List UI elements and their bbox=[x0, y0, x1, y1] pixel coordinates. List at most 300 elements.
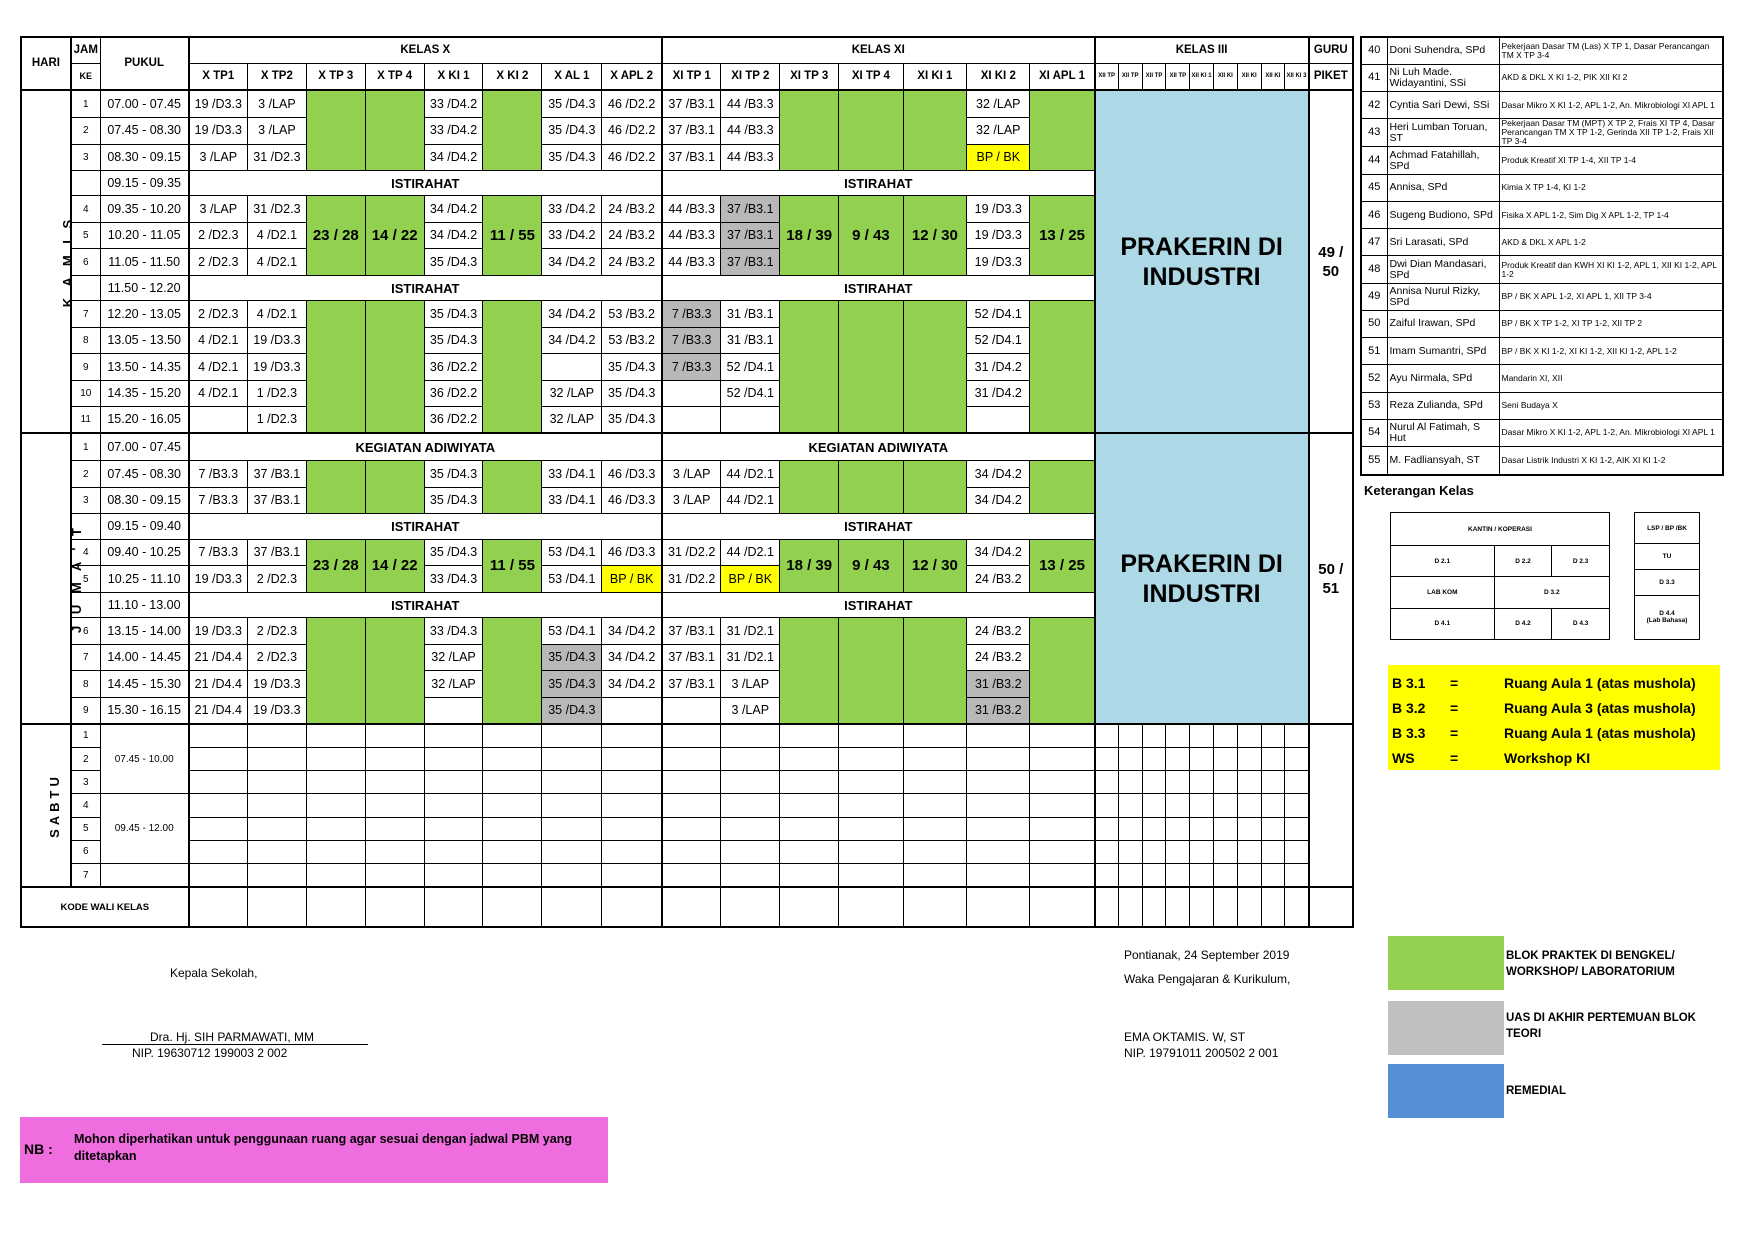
cell: 35 /D4.3 bbox=[424, 301, 483, 328]
cell bbox=[1213, 771, 1237, 794]
teacher-no: 50 bbox=[1361, 310, 1387, 337]
cell bbox=[1095, 794, 1119, 817]
cell bbox=[1142, 817, 1166, 840]
cell: 19 /D3.3 bbox=[189, 90, 248, 118]
cell: 35 /D4.3 bbox=[602, 380, 662, 407]
cell: 19 /D3.3 bbox=[247, 671, 306, 698]
cell: 44 /B3.3 bbox=[721, 118, 780, 145]
period-num: 8 bbox=[71, 327, 100, 354]
cell bbox=[1213, 863, 1237, 887]
teacher-subject: Pekerjaan Dasar TM (MPT) X TP 2, Frais XI TP 4, Dasar Perancangan TM X TP 1-2, Gerinda XII TP 1-2, Frais XII TP 3-4 bbox=[1499, 119, 1723, 147]
cell: 7 /B3.3 bbox=[662, 354, 721, 381]
cell: 36 /D2.2 bbox=[424, 407, 483, 434]
block-cell: 9 / 43 bbox=[839, 196, 904, 276]
piket-jumat: 50 / 51 bbox=[1309, 433, 1353, 723]
block-cell bbox=[306, 90, 365, 171]
cell: 37 /B3.1 bbox=[247, 487, 306, 514]
block-cell: 11 / 55 bbox=[483, 539, 542, 592]
class-header: XII KI bbox=[1261, 64, 1285, 91]
teacher-name: Imam Sumantri, SPd bbox=[1387, 338, 1499, 365]
time-slot: 12.20 - 13.05 bbox=[100, 301, 188, 328]
cell bbox=[542, 840, 602, 863]
cell: 31 /B3.2 bbox=[967, 697, 1030, 724]
cell: 32 /LAP bbox=[542, 380, 602, 407]
time-slot: 09.35 - 10.20 bbox=[100, 196, 188, 223]
cell bbox=[247, 794, 306, 817]
map-room: D 2.3 bbox=[1552, 546, 1610, 577]
block-cell: 12 / 30 bbox=[903, 539, 966, 592]
cell bbox=[903, 724, 966, 748]
cell: 33 /D4.2 bbox=[542, 196, 602, 223]
istirahat-label: ISTIRAHAT bbox=[189, 275, 662, 300]
cell: 37 /B3.1 bbox=[721, 196, 780, 223]
cell bbox=[1030, 748, 1095, 771]
time-slot: 15.20 - 16.05 bbox=[100, 407, 188, 434]
cell bbox=[780, 724, 839, 748]
cell bbox=[602, 863, 662, 887]
cell bbox=[1118, 794, 1142, 817]
block-cell bbox=[903, 618, 966, 724]
period-num: 9 bbox=[71, 697, 100, 724]
cell: 46 /D3.3 bbox=[602, 487, 662, 514]
cell: 44 /B3.3 bbox=[662, 196, 721, 223]
time-slot: 09.40 - 10.25 bbox=[100, 539, 188, 566]
cell bbox=[1030, 863, 1095, 887]
teacher-table bbox=[1360, 36, 1724, 476]
block-cell: 14 / 22 bbox=[365, 539, 424, 592]
class-header: X KI 2 bbox=[483, 64, 542, 91]
cell: 4 /D2.1 bbox=[247, 301, 306, 328]
cell: 21 /D4.4 bbox=[189, 697, 248, 724]
cell bbox=[247, 817, 306, 840]
header-kelas-x: KELAS X bbox=[189, 37, 662, 64]
time-slot: 07.45 - 10.00 bbox=[100, 724, 188, 794]
teacher-no: 41 bbox=[1361, 64, 1387, 91]
cell: 46 /D2.2 bbox=[602, 144, 662, 171]
cell: 53 /B3.2 bbox=[602, 327, 662, 354]
time-slot: 10.20 - 11.05 bbox=[100, 222, 188, 249]
cell: 19 /D3.3 bbox=[247, 697, 306, 724]
cell bbox=[1213, 724, 1237, 748]
cell bbox=[424, 840, 483, 863]
teacher-row bbox=[1361, 256, 1723, 283]
time-slot: 14.00 - 14.45 bbox=[100, 644, 188, 671]
block-cell bbox=[483, 90, 542, 171]
teacher-name: Ni Luh Made. Widayantini, SSi bbox=[1387, 64, 1499, 91]
cell bbox=[967, 840, 1030, 863]
cell: 35 /D4.3 bbox=[424, 461, 483, 488]
cell: 33 /D4.2 bbox=[424, 90, 483, 118]
cell bbox=[483, 817, 542, 840]
cell: 19 /D3.3 bbox=[189, 118, 248, 145]
cell bbox=[1261, 794, 1285, 817]
room-eq: = bbox=[1450, 700, 1459, 716]
class-header: XI TP 4 bbox=[839, 64, 904, 91]
cell bbox=[662, 771, 721, 794]
cell bbox=[1190, 771, 1214, 794]
block-cell bbox=[780, 618, 839, 724]
cell: 32 /LAP bbox=[542, 407, 602, 434]
teacher-name: Cyntia Sari Dewi, SSi bbox=[1387, 91, 1499, 118]
cell: 31 /D2.3 bbox=[247, 144, 306, 171]
block-cell: 13 / 25 bbox=[1030, 196, 1095, 276]
cell: 31 /D4.2 bbox=[967, 354, 1030, 381]
cell bbox=[780, 748, 839, 771]
room-map-side bbox=[1634, 512, 1700, 640]
cell: 35 /D4.3 bbox=[424, 539, 483, 566]
legend-label-blue: REMEDIAL bbox=[1506, 1085, 1567, 1097]
block-cell bbox=[780, 90, 839, 171]
cell: 19 /D3.3 bbox=[967, 196, 1030, 223]
cell: 3 /LAP bbox=[189, 196, 248, 223]
cell bbox=[247, 840, 306, 863]
cell: 35 /D4.3 bbox=[542, 118, 602, 145]
class-header: XI APL 1 bbox=[1030, 64, 1095, 91]
cell bbox=[780, 840, 839, 863]
cell bbox=[1213, 748, 1237, 771]
room-eq: = bbox=[1450, 725, 1459, 741]
istirahat-label: ISTIRAHAT bbox=[662, 514, 1095, 539]
cell: 36 /D2.2 bbox=[424, 354, 483, 381]
cell bbox=[780, 771, 839, 794]
cell: 2 /D2.3 bbox=[189, 249, 248, 276]
time-slot: 08.30 - 09.15 bbox=[100, 144, 188, 171]
period-num: 7 bbox=[71, 863, 100, 887]
cell bbox=[542, 354, 602, 381]
cell bbox=[1237, 817, 1261, 840]
cell bbox=[1285, 863, 1309, 887]
cell bbox=[721, 817, 780, 840]
room-code: B 3.2 bbox=[1392, 700, 1426, 716]
period-num: 5 bbox=[71, 222, 100, 249]
schedule-table bbox=[20, 36, 1354, 928]
cell bbox=[483, 840, 542, 863]
cell bbox=[1095, 748, 1119, 771]
block-cell bbox=[903, 301, 966, 434]
time-slot: 13.15 - 14.00 bbox=[100, 618, 188, 645]
waka-label: Waka Pengajaran & Kurikulum, bbox=[1124, 972, 1291, 986]
keterangan-kelas-title: Keterangan Kelas bbox=[1364, 483, 1474, 498]
time-slot: 11.10 - 13.00 bbox=[100, 592, 188, 617]
cell: 53 /D4.1 bbox=[542, 539, 602, 566]
cell: 44 /D2.1 bbox=[721, 461, 780, 488]
cell bbox=[1190, 724, 1214, 748]
cell bbox=[189, 748, 248, 771]
cell bbox=[839, 771, 904, 794]
cell bbox=[306, 863, 365, 887]
cell: 35 /D4.3 bbox=[602, 407, 662, 434]
cell bbox=[903, 863, 966, 887]
teacher-subject: Mandarin XI, XII bbox=[1499, 365, 1723, 392]
block-cell bbox=[306, 301, 365, 434]
cell: 31 /B3.1 bbox=[721, 301, 780, 328]
cell: 37 /B3.1 bbox=[247, 539, 306, 566]
cell: 19 /D3.3 bbox=[247, 354, 306, 381]
cell bbox=[306, 794, 365, 817]
cell bbox=[1166, 817, 1190, 840]
period-num: 6 bbox=[71, 618, 100, 645]
cell bbox=[1237, 748, 1261, 771]
room-eq: = bbox=[1450, 750, 1459, 766]
block-cell bbox=[903, 90, 966, 171]
cell: 37 /B3.1 bbox=[662, 644, 721, 671]
period-num: 1 bbox=[71, 433, 100, 461]
map-lsp: LSP / BP /BK bbox=[1635, 513, 1700, 544]
cell bbox=[1285, 748, 1309, 771]
cell bbox=[542, 863, 602, 887]
period-num: 6 bbox=[71, 249, 100, 276]
cell bbox=[662, 407, 721, 434]
cell: 46 /D3.3 bbox=[602, 461, 662, 488]
teacher-no: 53 bbox=[1361, 392, 1387, 419]
block-cell bbox=[306, 461, 365, 514]
map-room: D 3.2 bbox=[1494, 577, 1609, 608]
cell bbox=[839, 840, 904, 863]
cell bbox=[1213, 817, 1237, 840]
cell bbox=[1237, 840, 1261, 863]
class-header: X TP2 bbox=[247, 64, 306, 91]
cell: 3 /LAP bbox=[247, 90, 306, 118]
cell bbox=[1166, 840, 1190, 863]
cell bbox=[483, 771, 542, 794]
period-num: 11 bbox=[71, 407, 100, 434]
cell: 24 /B3.2 bbox=[967, 618, 1030, 645]
cell: 52 /D4.1 bbox=[967, 301, 1030, 328]
block-cell: 14 / 22 bbox=[365, 196, 424, 276]
cell bbox=[1095, 840, 1119, 863]
cell bbox=[1118, 817, 1142, 840]
teacher-row bbox=[1361, 419, 1723, 446]
cell: 7 /B3.3 bbox=[662, 301, 721, 328]
nb-label: NB : bbox=[24, 1141, 53, 1157]
cell bbox=[662, 724, 721, 748]
cell: 35 /D4.3 bbox=[424, 249, 483, 276]
map-room: D 4.4 (Lab Bahasa) bbox=[1635, 595, 1700, 639]
cell bbox=[189, 724, 248, 748]
cell bbox=[1118, 748, 1142, 771]
cell bbox=[365, 863, 424, 887]
cell bbox=[1166, 771, 1190, 794]
teacher-no: 46 bbox=[1361, 201, 1387, 228]
cell: 34 /D4.2 bbox=[967, 539, 1030, 566]
cell bbox=[967, 724, 1030, 748]
cell: 32 /LAP bbox=[424, 644, 483, 671]
cell bbox=[247, 724, 306, 748]
cell bbox=[903, 817, 966, 840]
time-slot: 11.50 - 12.20 bbox=[100, 275, 188, 300]
cell: 44 /D2.1 bbox=[721, 539, 780, 566]
cell: 46 /D2.2 bbox=[602, 90, 662, 118]
class-header: XII KI 1 bbox=[1190, 64, 1214, 91]
cell bbox=[1095, 771, 1119, 794]
cell: 7 /B3.3 bbox=[189, 487, 248, 514]
time-slot: 11.05 - 11.50 bbox=[100, 249, 188, 276]
block-cell bbox=[903, 461, 966, 514]
period-num: 4 bbox=[71, 794, 100, 817]
teacher-row bbox=[1361, 119, 1723, 147]
cell: 4 /D2.1 bbox=[189, 380, 248, 407]
cell bbox=[306, 724, 365, 748]
period-num: 1 bbox=[71, 724, 100, 748]
cell bbox=[662, 817, 721, 840]
cell bbox=[903, 771, 966, 794]
period-num: 1 bbox=[71, 90, 100, 118]
class-header: X TP 4 bbox=[365, 64, 424, 91]
cell bbox=[542, 724, 602, 748]
map-kantin: KANTIN / KOPERASI bbox=[1391, 513, 1610, 546]
cell: 2 /D2.3 bbox=[247, 566, 306, 593]
class-header: XI TP 3 bbox=[780, 64, 839, 91]
cell: 34 /D4.2 bbox=[967, 487, 1030, 514]
period-num: 4 bbox=[71, 196, 100, 223]
cell: 37 /B3.1 bbox=[247, 461, 306, 488]
cell: 44 /B3.3 bbox=[721, 90, 780, 118]
cell: 7 /B3.3 bbox=[189, 461, 248, 488]
cell: 3 /LAP bbox=[247, 118, 306, 145]
cell bbox=[721, 863, 780, 887]
cell: 53 /B3.2 bbox=[602, 301, 662, 328]
cell bbox=[1261, 748, 1285, 771]
cell bbox=[306, 771, 365, 794]
day-sabtu: SABTU bbox=[21, 724, 71, 887]
istirahat-label: ISTIRAHAT bbox=[189, 171, 662, 196]
period-num: 10 bbox=[71, 380, 100, 407]
cell bbox=[1118, 771, 1142, 794]
cell: 34 /D4.2 bbox=[602, 618, 662, 645]
room-code: B 3.3 bbox=[1392, 725, 1426, 741]
cell: 2 /D2.3 bbox=[189, 301, 248, 328]
cell bbox=[1237, 794, 1261, 817]
teacher-row bbox=[1361, 392, 1723, 419]
cell: 2 /D2.3 bbox=[189, 222, 248, 249]
cell bbox=[1142, 724, 1166, 748]
cell: 34 /D4.2 bbox=[967, 461, 1030, 488]
cell: 3 /LAP bbox=[189, 144, 248, 171]
piket-sabtu bbox=[1309, 724, 1353, 887]
cell bbox=[1095, 724, 1119, 748]
cell bbox=[189, 840, 248, 863]
room-code: B 3.1 bbox=[1392, 675, 1426, 691]
cell bbox=[1285, 840, 1309, 863]
cell: 3 /LAP bbox=[721, 697, 780, 724]
block-cell bbox=[483, 461, 542, 514]
block-cell bbox=[839, 301, 904, 434]
cell: 34 /D4.2 bbox=[602, 644, 662, 671]
teacher-name: Reza Zulianda, SPd bbox=[1387, 392, 1499, 419]
cell bbox=[424, 771, 483, 794]
cell: 1 /D2.3 bbox=[247, 407, 306, 434]
cell bbox=[1190, 863, 1214, 887]
time-slot: 14.45 - 15.30 bbox=[100, 671, 188, 698]
header-jam: JAM bbox=[71, 37, 100, 64]
cell: 34 /D4.2 bbox=[542, 301, 602, 328]
cell: 21 /D4.4 bbox=[189, 644, 248, 671]
teacher-no: 40 bbox=[1361, 37, 1387, 64]
cell bbox=[721, 407, 780, 434]
time-slot: 14.35 - 15.20 bbox=[100, 380, 188, 407]
cell bbox=[662, 840, 721, 863]
period-num: 2 bbox=[71, 461, 100, 488]
place-date: Pontianak, 24 September 2019 bbox=[1124, 948, 1290, 962]
waka-name: EMA OKTAMIS. W, ST bbox=[1124, 1030, 1246, 1044]
block-cell bbox=[839, 90, 904, 171]
time-slot: 15.30 - 16.15 bbox=[100, 697, 188, 724]
cell bbox=[365, 840, 424, 863]
cell bbox=[602, 724, 662, 748]
block-cell: 18 / 39 bbox=[780, 539, 839, 592]
room-eq: = bbox=[1450, 675, 1459, 691]
cell bbox=[483, 863, 542, 887]
cell bbox=[602, 840, 662, 863]
cell: 34 /D4.2 bbox=[542, 327, 602, 354]
cell bbox=[967, 407, 1030, 434]
cell bbox=[1285, 817, 1309, 840]
cell: 52 /D4.1 bbox=[721, 380, 780, 407]
class-header: XII KI bbox=[1213, 64, 1237, 91]
block-cell bbox=[365, 461, 424, 514]
cell bbox=[839, 724, 904, 748]
cell: 33 /D4.3 bbox=[424, 566, 483, 593]
cell: 37 /B3.1 bbox=[662, 671, 721, 698]
teacher-no: 43 bbox=[1361, 119, 1387, 147]
map-room: LAB KOM bbox=[1391, 577, 1495, 608]
time-slot: 07.00 - 07.45 bbox=[100, 433, 188, 461]
cell bbox=[1190, 748, 1214, 771]
teacher-no: 44 bbox=[1361, 147, 1387, 174]
cell: 19 /D3.3 bbox=[967, 222, 1030, 249]
cell: 21 /D4.4 bbox=[189, 671, 248, 698]
cell: 3 /LAP bbox=[662, 487, 721, 514]
cell bbox=[1030, 794, 1095, 817]
teacher-name: Dwi Dian Mandasari, SPd bbox=[1387, 256, 1499, 283]
day-jumat: J U M A ' T bbox=[21, 433, 71, 723]
teacher-subject: BP / BK X TP 1-2, XI TP 1-2, XII TP 2 bbox=[1499, 310, 1723, 337]
cell bbox=[839, 748, 904, 771]
cell: 37 /B3.1 bbox=[662, 90, 721, 118]
block-cell bbox=[483, 301, 542, 434]
teacher-row bbox=[1361, 201, 1723, 228]
cell: 3 /LAP bbox=[662, 461, 721, 488]
cell bbox=[1285, 771, 1309, 794]
cell: 24 /B3.2 bbox=[967, 644, 1030, 671]
cell: 33 /D4.1 bbox=[542, 487, 602, 514]
cell bbox=[967, 863, 1030, 887]
cell bbox=[1190, 840, 1214, 863]
cell bbox=[189, 407, 248, 434]
cell: 34 /D4.2 bbox=[424, 222, 483, 249]
teacher-subject: AKD & DKL X APL 1-2 bbox=[1499, 229, 1723, 256]
cell bbox=[721, 771, 780, 794]
header-hari: HARI bbox=[21, 37, 71, 90]
cell: 52 /D4.1 bbox=[967, 327, 1030, 354]
kepala-sekolah-nip: NIP. 19630712 199003 2 002 bbox=[132, 1046, 288, 1060]
teacher-row bbox=[1361, 310, 1723, 337]
class-header: XI TP 1 bbox=[662, 64, 721, 91]
map-room: D 3.3 bbox=[1635, 569, 1700, 595]
block-cell bbox=[1030, 90, 1095, 171]
cell bbox=[780, 863, 839, 887]
cell: 24 /B3.2 bbox=[602, 249, 662, 276]
header-piket: PIKET bbox=[1309, 64, 1353, 91]
cell bbox=[1190, 817, 1214, 840]
block-cell: 11 / 55 bbox=[483, 196, 542, 276]
cell bbox=[1118, 840, 1142, 863]
cell bbox=[1261, 771, 1285, 794]
cell bbox=[1142, 794, 1166, 817]
class-header: XI KI 2 bbox=[967, 64, 1030, 91]
class-header: X APL 2 bbox=[602, 64, 662, 91]
period-num: 2 bbox=[71, 118, 100, 145]
